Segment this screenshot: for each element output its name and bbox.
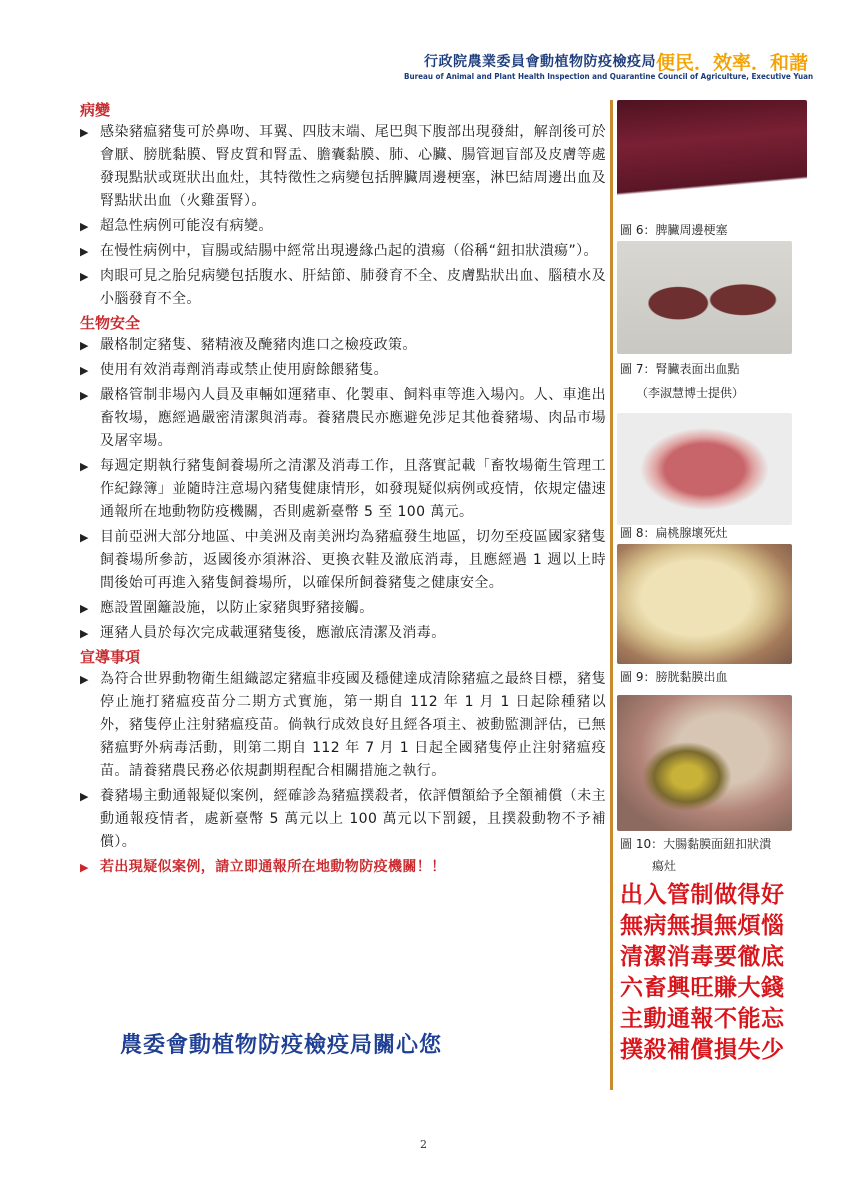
bullet-arrow-icon: ▶ xyxy=(80,673,89,686)
section-title-lesions: 病變 xyxy=(80,101,111,119)
slogan-line: 清潔消毒要徹底 xyxy=(620,944,785,970)
figure-7-image xyxy=(617,241,792,354)
slogan-line: 無病無損無煩惱 xyxy=(620,913,785,939)
bullet-arrow-icon: ▶ xyxy=(80,531,89,544)
slogan-line: 主動通報不能忘 xyxy=(620,1006,785,1032)
list-item: ▶ 嚴格制定豬隻、豬精液及醃豬肉進口之檢疫政策。 xyxy=(80,334,606,357)
slogan-list xyxy=(620,880,800,1066)
bullet-arrow-icon: ▶ xyxy=(80,861,89,874)
figure-8-image xyxy=(617,413,792,525)
bullet-arrow-icon: ▶ xyxy=(80,790,89,803)
agency-name-en: Bureau of Animal and Plant Health Inspection and Quarantine Council of Agriculture, Executive Yuan xyxy=(404,72,814,81)
figure-10-caption-cont: 瘍灶 xyxy=(652,859,677,873)
figure-9-image xyxy=(617,544,792,664)
list-item: ▶ 應設置圍籬設施，以防止家豬與野豬接觸。 xyxy=(80,597,606,620)
bullet-arrow-icon: ▶ xyxy=(80,270,89,283)
list-item: ▶ 肉眼可見之胎兒病變包括腹水、肝結節、肺發育不全、皮膚點狀出血、腦積水及小腦發育不全。 xyxy=(80,265,606,311)
list-item: ▶ 運豬人員於每次完成載運豬隻後，應澈底清潔及消毒。 xyxy=(80,622,606,645)
figure-7-credit: （李淑慧博士提供） xyxy=(636,386,745,400)
closing-statement: 農委會動植物防疫檢疫局關心您 xyxy=(120,1033,443,1058)
slogan-line: 撲殺補償損失少 xyxy=(620,1037,785,1063)
list-item: ▶ 使用有效消毒劑消毒或禁止使用廚餘餵豬隻。 xyxy=(80,359,606,382)
slogan-line: 六畜興旺賺大錢 xyxy=(620,975,785,1001)
list-item: ▶ 養豬場主動通報疑似案例，經確診為豬瘟撲殺者，依評價額給予全額補償（未主動通報疫情者，處新臺幣 5 萬元以上 100 萬元以下罰鍰，且撲殺動物不予補償）。 xyxy=(80,785,606,854)
bullet-arrow-icon: ▶ xyxy=(80,126,89,139)
bullet-arrow-icon: ▶ xyxy=(80,389,89,402)
list-item: ▶ 超急性病例可能沒有病變。 xyxy=(80,215,606,238)
figure-9-caption: 圖 9：膀胱黏膜出血 xyxy=(620,670,728,684)
figure-10-image xyxy=(617,695,792,831)
agency-name-zh: 行政院農業委員會動植物防疫檢疫局 xyxy=(424,54,656,70)
bullet-arrow-icon: ▶ xyxy=(80,245,89,258)
column-divider xyxy=(610,100,613,1090)
bullet-arrow-icon: ▶ xyxy=(80,339,89,352)
list-item: ▶ 每週定期執行豬隻飼養場所之清潔及消毒工作，且落實記載「畜牧場衛生管理工作紀錄簿」並隨時注意場內豬隻健康情形，如發現疑似病例或疫情，依規定儘速通報所在地動物防疫機關，否則處新臺幣 5 至 100 萬元。 xyxy=(80,455,606,524)
section-title-advocacy: 宣導事項 xyxy=(80,648,141,666)
bullet-arrow-icon: ▶ xyxy=(80,460,89,473)
main-column xyxy=(80,100,606,881)
section-title-biosecurity: 生物安全 xyxy=(80,314,141,332)
bullet-arrow-icon: ▶ xyxy=(80,220,89,233)
list-item: ▶ 為符合世界動物衛生組織認定豬瘟非疫國及穩健達成清除豬瘟之最終目標，豬隻停止施打豬瘟疫苗分二期方式實施，第一期自 112 年 1 月 1 日起除種豬以外，豬隻停止注射豬瘟疫苗。倘執行成效良好且經各項主、被動監測評估，已無豬瘟野外病毒活動，則第二期自 112 年 7 月 1 日起全國豬隻停止注射豬瘟疫苗。請養豬農民務必依規劃期程配合相關措施之執行。 xyxy=(80,668,606,783)
header-slogan: 便民．效率．和諧 xyxy=(656,52,809,74)
alert-item: ▶ 若出現疑似案例，請立即通報所在地動物防疫機關！！ xyxy=(80,856,606,879)
figure-8-caption: 圖 8：扁桃腺壞死灶 xyxy=(620,526,728,540)
figure-6-image xyxy=(617,100,807,216)
list-item: ▶ 嚴格管制非場內人員及車輛如運豬車、化製車、飼料車等進入場內。人、車進出畜牧場，應經過嚴密清潔與消毒。養豬農民亦應避免涉足其他養豬場、肉品市場及屠宰場。 xyxy=(80,384,606,453)
list-item: ▶ 在慢性病例中，盲腸或結腸中經常出現邊緣凸起的潰瘍（俗稱“鈕扣狀潰瘍”）。 xyxy=(80,240,606,263)
page-number: 2 xyxy=(420,1138,427,1151)
figure-7-caption: 圖 7：腎臟表面出血點 xyxy=(620,362,740,376)
figure-10-caption: 圖 10：大腸黏膜面鈕扣狀潰 xyxy=(620,837,772,851)
list-item: ▶ 感染豬瘟豬隻可於鼻吻、耳翼、四肢末端、尾巴與下腹部出現發紺，解剖後可於會厭、膀胱黏膜、腎皮質和腎盂、膽囊黏膜、肺、心臟、腸管迴盲部及皮膚等處發現點狀或斑狀出血灶，其特徵性之病變包括脾臟周邊梗塞，淋巴結周邊出血及腎點狀出血（火雞蛋腎）。 xyxy=(80,121,606,213)
bullet-arrow-icon: ▶ xyxy=(80,602,89,615)
slogan-line: 出入管制做得好 xyxy=(620,882,785,908)
list-item: ▶ 目前亞洲大部分地區、中美洲及南美洲均為豬瘟發生地區，切勿至疫區國家豬隻飼養場所參訪，返國後亦須淋浴、更換衣鞋及澈底消毒，且應經過 1 週以上時間後始可再進入豬隻飼養場所，以確保所飼養豬隻之健康安全。 xyxy=(80,526,606,595)
figure-6-caption: 圖 6：脾臟周邊梗塞 xyxy=(620,223,728,237)
bullet-arrow-icon: ▶ xyxy=(80,627,89,640)
bullet-arrow-icon: ▶ xyxy=(80,364,89,377)
